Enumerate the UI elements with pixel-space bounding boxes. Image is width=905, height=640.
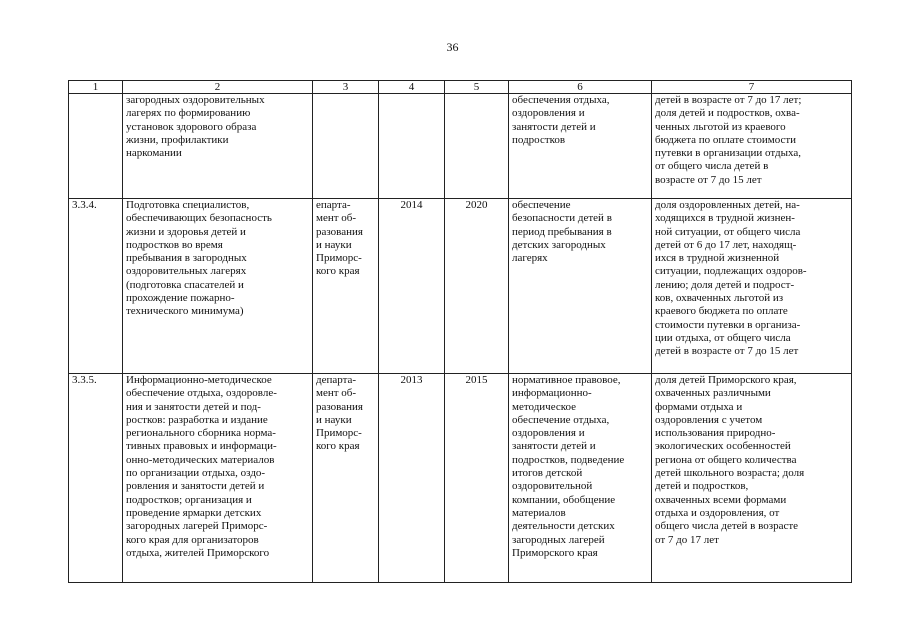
column-header-7: 7 [652, 81, 852, 94]
column-header-3: 3 [313, 81, 379, 94]
end-year: 2015 [445, 374, 509, 583]
table-row [69, 199, 852, 374]
table-row [69, 94, 852, 199]
start-year [379, 94, 445, 199]
column-header-5: 5 [445, 81, 509, 94]
start-year: 2014 [379, 199, 445, 374]
column-header-1: 1 [69, 81, 123, 94]
column-header-6: 6 [509, 81, 652, 94]
executor: департа- мент об- разования и науки Приморс- кого края [313, 374, 379, 583]
column-header-4: 4 [379, 81, 445, 94]
table-row [69, 374, 852, 583]
program-measures-table [68, 80, 852, 583]
table-header-row [69, 81, 852, 94]
column-header-2: 2 [123, 81, 313, 94]
target-indicator: детей в возрасте от 7 до 17 лет; доля детей и подростков, охва- ченных льготой из краевого бюджета по оплате стоимости путевки в организации отдыха, от общего числа детей в возрасте от 7 до 15 лет [652, 94, 852, 199]
measure-name: загородных оздоровительных лагерях по формированию установок здорового образа жизни, профилактики наркомании [123, 94, 313, 199]
end-year: 2020 [445, 199, 509, 374]
expected-result: обеспечение безопасности детей в период пребывания в детских загородных лагерях [509, 199, 652, 374]
expected-result: обеспечения отдыха, оздоровления и занятости детей и подростков [509, 94, 652, 199]
target-indicator: доля оздоровленных детей, на- ходящихся в трудной жизнен- ной ситуации, от общего числа детей от 6 до 17 лет, находящ- ихся в трудной жизненной ситуации, подлежащих оздоров- лению; доля детей и подрост- ков, охваченных льготой из краевого бюджета по оплате стоимости путевки в организа- ции отдыха, от общего числа детей в возрасте от 7 до 15 лет [652, 199, 852, 374]
end-year [445, 94, 509, 199]
measure-name: Информационно-методическое обеспечение отдыха, оздоровле- ния и занятости детей и под- ростков: разработка и издание регионального сборника норма- тивных правовых и информаци- онно-методических материалов по организации отдыха, оздо- ровления и занятости детей и подростков; организация и проведение ярмарки детских загородных лагерей Приморс- кого края для организаторов отдыха, жителей Приморского [123, 374, 313, 583]
page-number: 36 [446, 40, 459, 54]
expected-result: нормативное правовое, информационно- методическое обеспечение отдыха, оздоровления и занятости детей и подростков, подведение итогов детской оздоровительной компании, обобщение материалов деятельности детских загородных лагерей Приморского края [509, 374, 652, 583]
row-number [69, 94, 123, 199]
executor: епарта- мент об- разования и науки Приморс- кого края [313, 199, 379, 374]
measure-name: Подготовка специалистов, обеспечивающих безопасность жизни и здоровья детей и подростков во время пребывания в загородных оздоровительных лагерях (подготовка спасателей и прохождение пожарно- технического минимума) [123, 199, 313, 374]
start-year: 2013 [379, 374, 445, 583]
target-indicator: доля детей Приморского края, охваченных различными формами отдыха и оздоровления с учетом использования природно- экологических особенностей региона от общего количества детей школьного возраста; доля детей и подростков, охваченных всеми формами отдыха и оздоровления, от общего числа детей в возрасте от 7 до 17 лет [652, 374, 852, 583]
row-number: 3.3.5. [69, 374, 123, 583]
row-number: 3.3.4. [69, 199, 123, 374]
executor [313, 94, 379, 199]
